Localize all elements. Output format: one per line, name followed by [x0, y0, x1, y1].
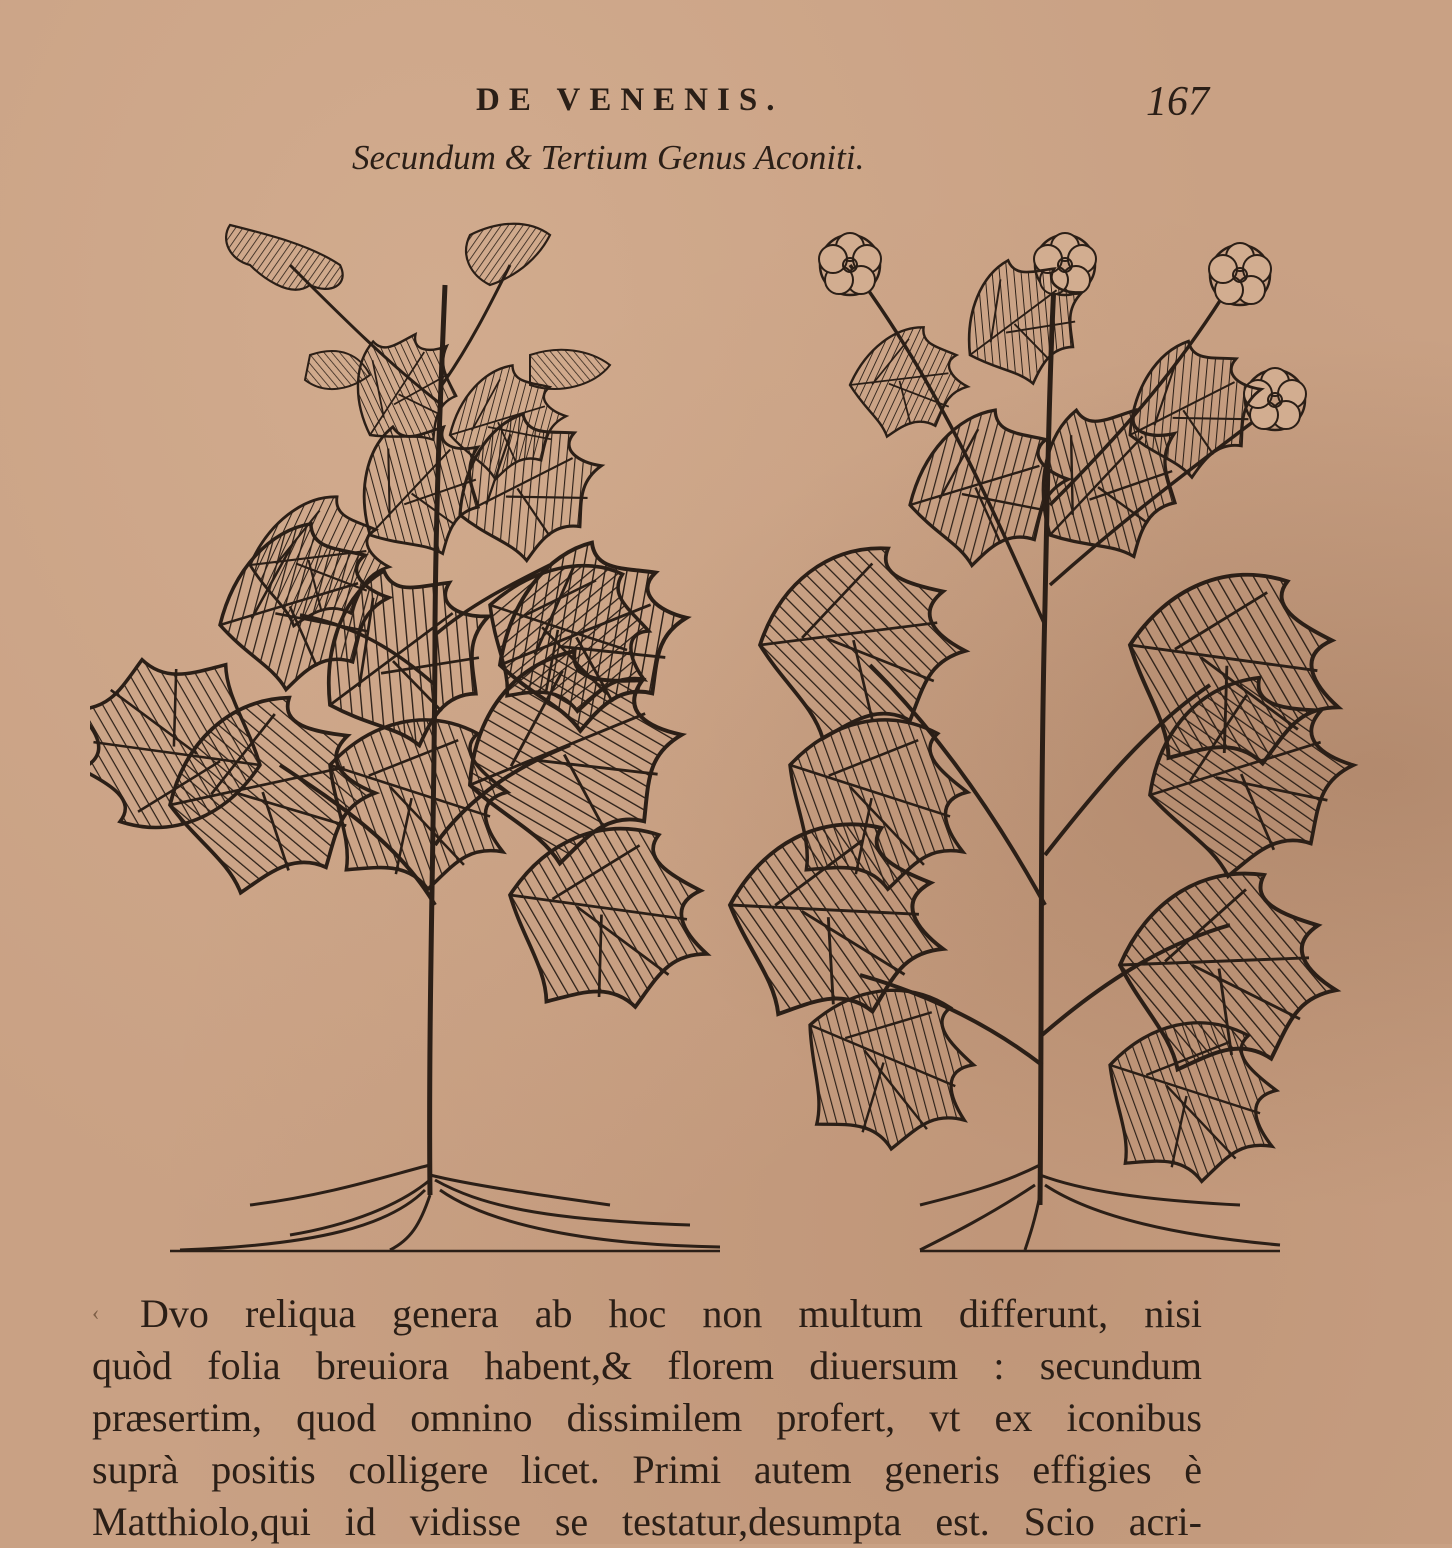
- running-title: DE VENENIS.: [476, 82, 784, 118]
- body-line: suprà positis colligere licet. Primi autem generis effigies è: [92, 1447, 1202, 1492]
- page-number: 167: [1146, 79, 1209, 125]
- body-line: quòd folia breuiora habent,& florem diuersum : secundum: [92, 1343, 1202, 1388]
- body-line: Dvo reliqua genera ab hoc non multum differunt, nisi: [140, 1291, 1202, 1336]
- ink-mark: ‹: [92, 1300, 100, 1325]
- left-plant-woodcut: [90, 224, 726, 1251]
- right-plant-woodcut: [721, 233, 1373, 1251]
- body-line: præsertim, quod omnino dissimilem profert, vt ex iconibus: [92, 1395, 1202, 1440]
- body-line: Matthiolo,qui id vidisse se testatur,desumpta est. Scio acri-: [92, 1499, 1202, 1544]
- figure-caption: Secundum & Tertium Genus Aconiti.: [352, 138, 865, 177]
- woodcut-illustration: [90, 205, 1380, 1275]
- body-text: [92, 1288, 1202, 1548]
